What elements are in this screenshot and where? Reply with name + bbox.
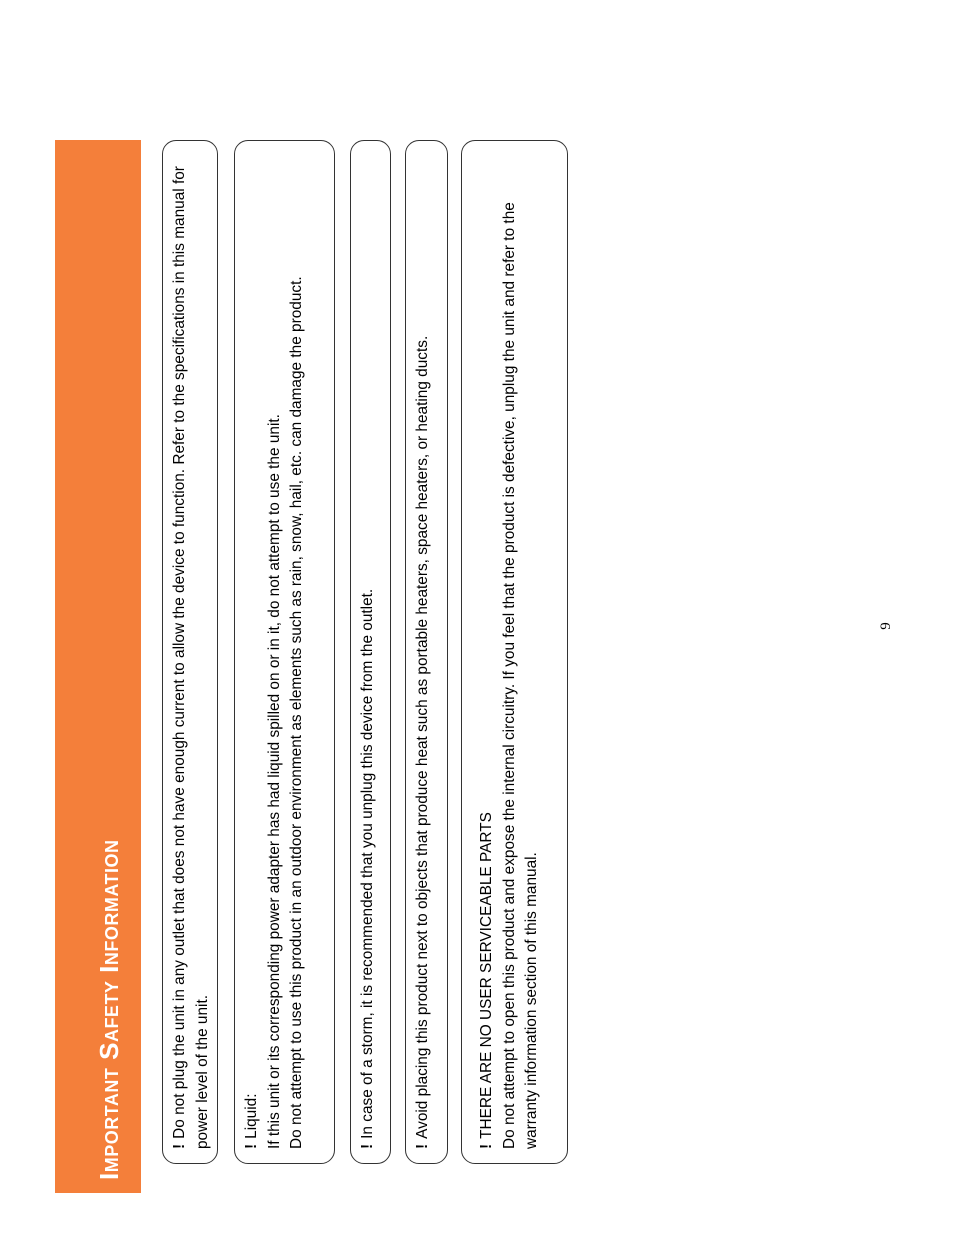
warning-icon: !	[243, 1143, 260, 1149]
safety-item-storm	[350, 140, 391, 1164]
warning-icon: !	[414, 1143, 431, 1149]
item-text: !Avoid placing this product next to objects that produce heat such as portable heaters, space heaters, or heating ducts.	[414, 335, 431, 1149]
safety-item-power-outlet	[162, 140, 218, 1164]
item-text: Do not attempt to open this product and expose the internal circuitry. If you feel that the product is defective, unplug the unit and refer to the warranty information section of this manual.	[500, 202, 540, 1149]
item-heading: !Liquid:	[243, 1093, 260, 1149]
item-text: If this unit or its corresponding power adapter has had liquid spilled on or in it, do not attempt to use the unit.	[265, 414, 283, 1149]
page-number: 9	[878, 622, 894, 630]
section-banner	[55, 140, 141, 1193]
warning-icon: !	[171, 1143, 188, 1149]
warning-icon: !	[359, 1143, 376, 1149]
warning-icon: !	[478, 1143, 495, 1149]
safety-item-heat	[405, 140, 448, 1164]
item-text: Do not attempt to use this product in an outdoor environment as elements such as rain, snow, hail, etc. can damage the product.	[288, 276, 305, 1149]
safety-item-serviceable-parts	[461, 140, 568, 1164]
safety-item-liquid	[234, 140, 335, 1164]
item-text: !In case of a storm, it is recommended that you unplug this device from the outlet.	[359, 588, 376, 1149]
item-heading: !THERE ARE NO USER SERVICEABLE PARTS	[478, 812, 495, 1149]
section-title: Important Safety Information	[94, 839, 124, 1180]
item-text: !Do not plug the unit in any outlet that does not have enough current to allow the device to function. Refer to the specifications in this manual for power level of the unit.	[171, 166, 211, 1149]
